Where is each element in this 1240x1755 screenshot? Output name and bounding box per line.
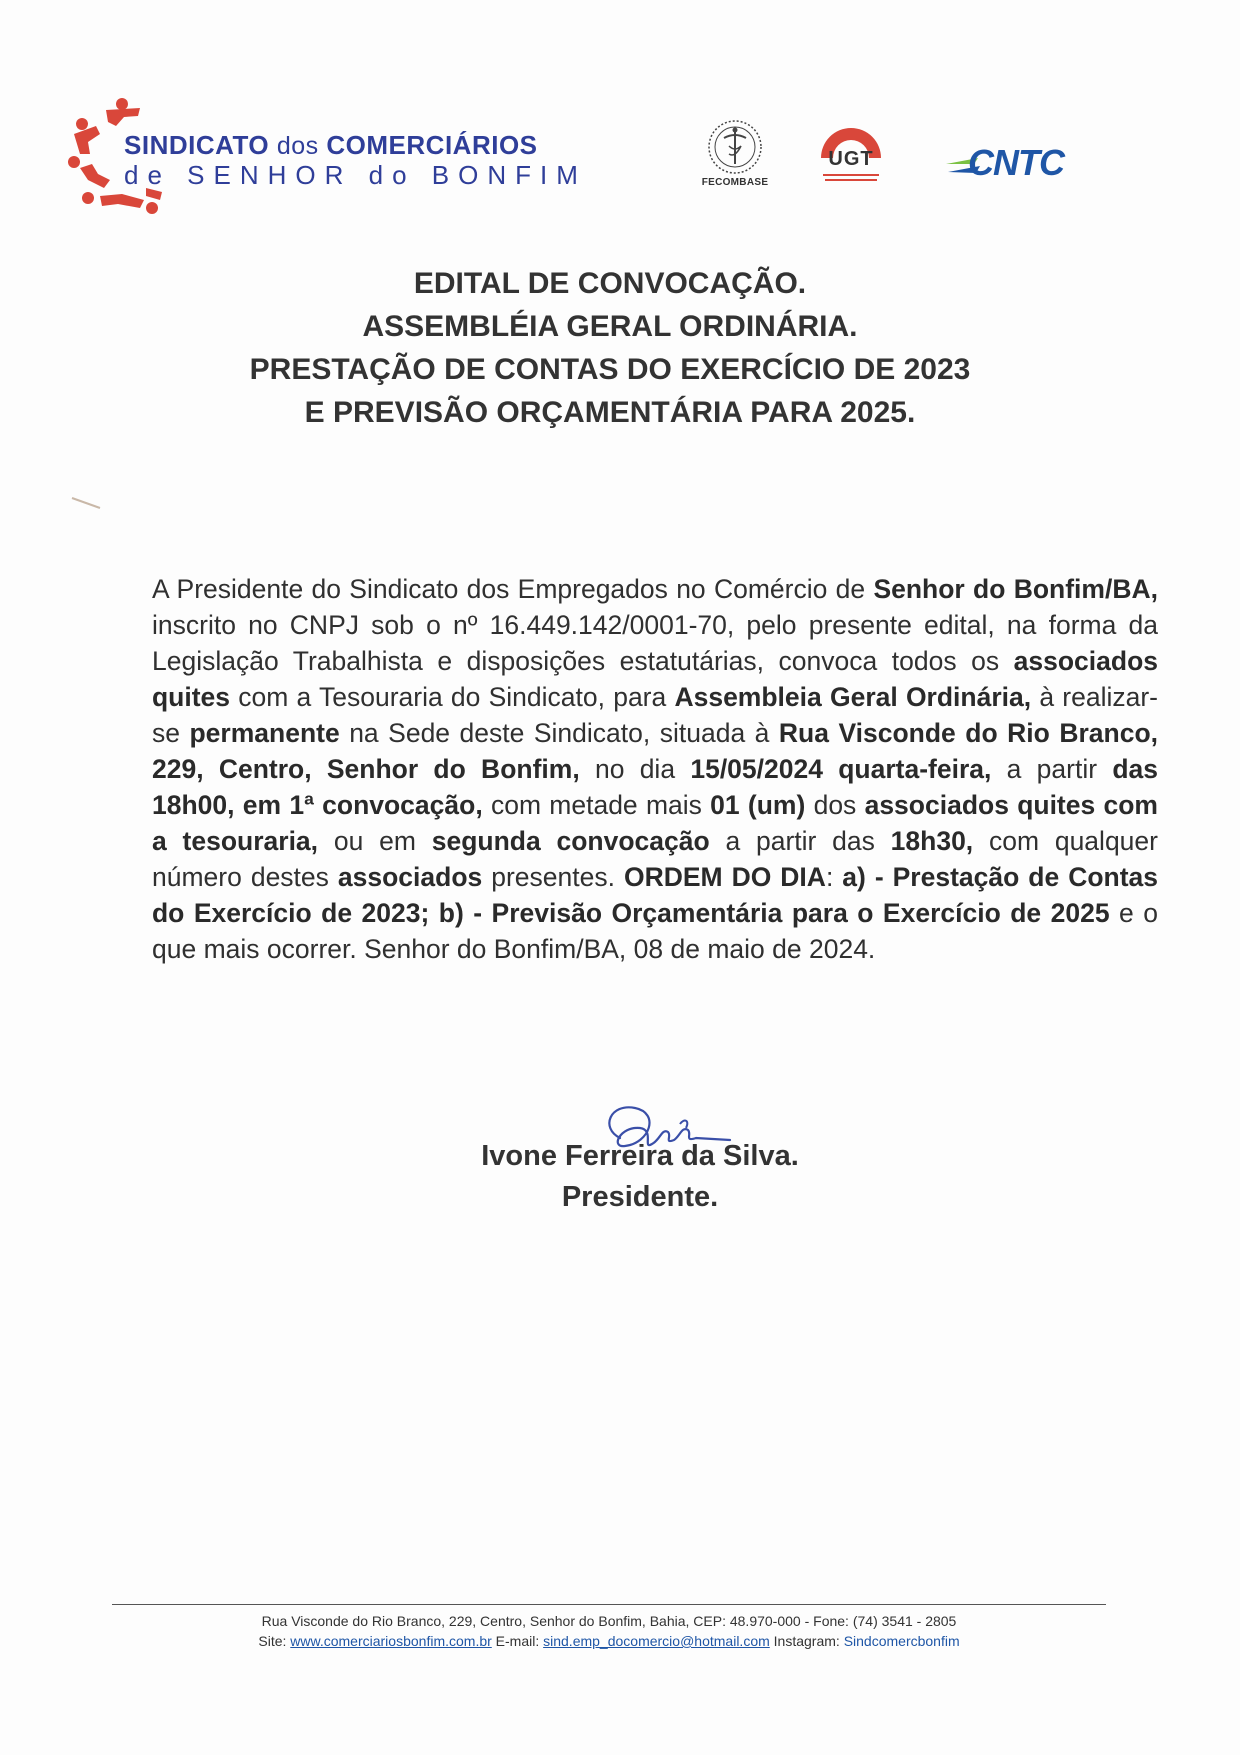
document-title xyxy=(140,262,1080,434)
title-line-3: PRESTAÇÃO DE CONTAS DO EXERCÍCIO DE 2023 xyxy=(249,353,971,386)
scan-artifact xyxy=(70,494,110,514)
signer-role: Presidente. xyxy=(561,1181,719,1213)
signature-block xyxy=(380,1098,900,1218)
title-line-1: EDITAL DE CONVOCAÇÃO. xyxy=(413,267,807,300)
convocation-paragraph: A Presidente do Sindicato dos Empregados no Comércio de Senhor do Bonfim/BA, inscrito no CNPJ sob o nº 16.449.142/0001-70, pelo presente edital, na forma da Legislação Trabalhista e disposições estatutárias, convoca todos os associados quites com a Tesouraria do Sindicato, para Assembleia Geral Ordinária, à realizar-se permanente na Sede deste Sindicato, situada à Rua Visconde do Rio Branco, 229, Centro, Senhor do Bonfim, no dia 15/05/2024 quarta-feira, a partir das 18h00, em 1ª convocação, com metade mais 01 (um) dos associados quites com a tesouraria, ou em segunda convocação a partir das 18h30, com qualquer número destes associados presentes. ORDEM DO DIA: a) - Prestação de Contas do Exercício de 2023; b) - Previsão Orçamentária para o Exercício de 2025 e o que mais ocorrer. Senhor do Bonfim/BA, 08 de maio de 2024. xyxy=(152,574,1159,964)
footer-contacts: Site: www.comerciariosbonfim.com.br E-mail: sind.emp_docomercio@hotmail.com Instagram: Sindcomercbonfim xyxy=(258,1633,960,1649)
title-line-2: ASSEMBLÉIA GERAL ORDINÁRIA. xyxy=(362,310,858,343)
instagram-handle: Sindcomercbonfim xyxy=(843,1633,960,1649)
footer-divider xyxy=(112,1604,1106,1605)
logo-title-line1: SINDICATO dos COMERCIÁRIOS xyxy=(124,130,538,160)
cntc-label: CNTC xyxy=(968,142,1064,183)
fecombase-logo xyxy=(695,118,775,196)
logo-title-line2: de SENHOR do BONFIM xyxy=(124,160,587,190)
sindicato-logo xyxy=(66,96,666,214)
footer-address: Rua Visconde do Rio Branco, 229, Centro, Senhor do Bonfim, Bahia, CEP: 48.970-000 - Fone: (74) 3541 - 2805 xyxy=(261,1613,957,1629)
footer xyxy=(112,1611,1106,1651)
fecombase-label: FECOMBASE xyxy=(701,177,769,188)
signer-name: Ivone Ferreira da Silva. xyxy=(481,1140,799,1172)
ugt-label: UGT xyxy=(828,148,874,170)
title-line-4: E PREVISÃO ORÇAMENTÁRIA PARA 2025. xyxy=(304,396,916,429)
email-link[interactable]: sind.emp_docomercio@hotmail.com xyxy=(543,1633,770,1649)
cntc-logo xyxy=(944,142,1084,192)
fecombase-seal-icon xyxy=(706,118,764,176)
ugt-logo xyxy=(815,118,895,196)
site-link[interactable]: www.comerciariosbonfim.com.br xyxy=(290,1633,492,1649)
